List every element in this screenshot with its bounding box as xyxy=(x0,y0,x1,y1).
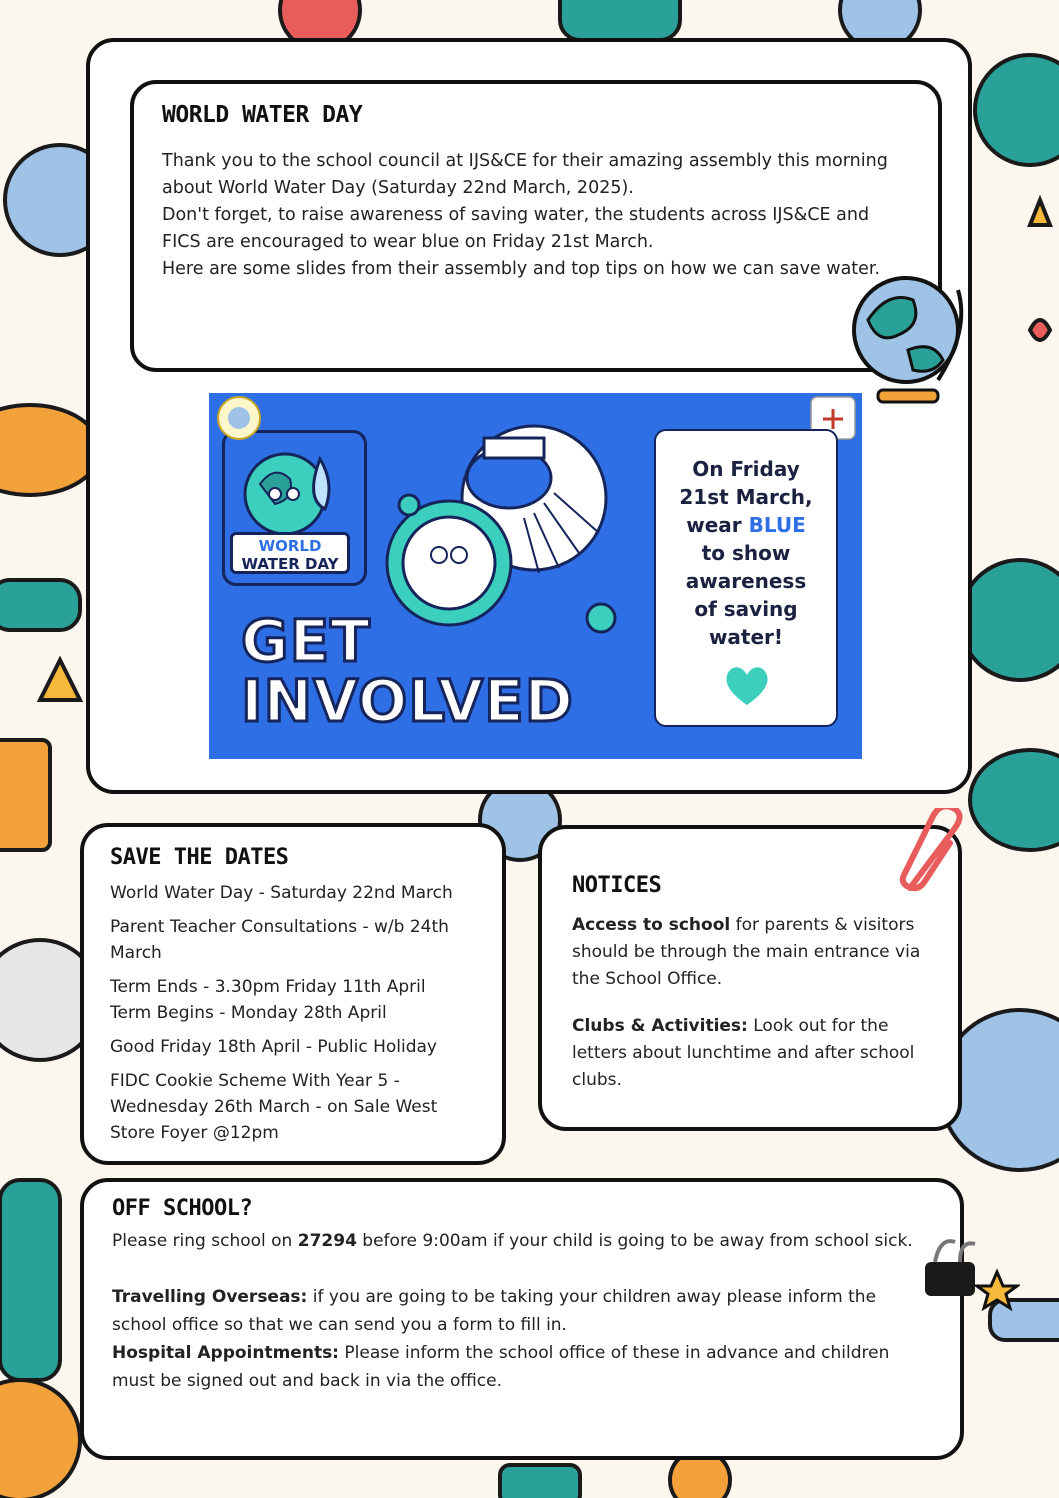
date-item: Term Begins - Monday 28th April xyxy=(110,1003,387,1023)
badge-line-world: WORLD xyxy=(258,537,322,555)
globe-icon xyxy=(848,270,973,415)
clubs-text: Look out for the letters about lunchtime and after school clubs. xyxy=(572,1016,915,1090)
card-line: On Friday xyxy=(692,457,800,481)
world-water-day-box xyxy=(130,80,942,372)
date-item: FIDC Cookie Scheme With Year 5 - Wednesday 26th March - on Sale West Store Foyer @12pm xyxy=(110,1071,438,1143)
access-label: Access to school xyxy=(572,915,731,935)
potion-icon xyxy=(975,55,1059,165)
card-wear-text: wear xyxy=(686,513,749,537)
save-the-dates-title: SAVE THE DATES xyxy=(110,845,289,870)
book-icon xyxy=(560,0,680,40)
binder-clip-icon xyxy=(915,1232,1020,1312)
off-school-panel xyxy=(80,1178,964,1460)
save-the-dates-panel xyxy=(80,823,506,1165)
earth-mascot-icon xyxy=(235,439,350,539)
card-blue-text: BLUE xyxy=(748,513,806,537)
world-water-day-badge-label xyxy=(230,532,350,574)
off-school-title: OFF SCHOOL? xyxy=(112,1196,253,1221)
paperclip-icon xyxy=(895,808,975,898)
mushroom-icon xyxy=(970,750,1059,850)
world-water-day-paragraph: Don't forget, to raise awareness of saving water, the students across IJS&CE and FICS are encouraged to wear blue on Friday 21st March. xyxy=(162,205,870,252)
hospital-label: Hospital Appointments: xyxy=(112,1343,339,1363)
card-line-wear-blue xyxy=(656,511,836,539)
world-water-day-title: WORLD WATER DAY xyxy=(162,102,363,128)
headline-line-get: GET xyxy=(241,607,371,675)
phone-number: 27294 xyxy=(297,1231,357,1251)
heart-icon xyxy=(722,663,772,707)
notices-title: NOTICES xyxy=(572,873,662,898)
hospital-notice xyxy=(112,1339,932,1395)
hospital-text: Please inform the school office of these in advance and children must be signed out and back in via the office. xyxy=(112,1343,890,1391)
access-notice xyxy=(572,912,932,993)
card-line: of saving xyxy=(694,597,798,621)
travel-text: if you are going to be taking your children away please inform the school office so that we can send you a form to fill in. xyxy=(112,1287,877,1335)
date-item: World Water Day - Saturday 22nd March xyxy=(110,883,453,903)
basketball-icon xyxy=(0,1380,80,1498)
clubs-notice xyxy=(572,1013,932,1094)
date-item: Good Friday 18th April - Public Holiday xyxy=(110,1037,437,1057)
rocket-icon xyxy=(0,405,100,495)
card-line: to show xyxy=(701,541,791,565)
star-icon xyxy=(1030,200,1050,225)
pencil-icon xyxy=(0,1180,60,1380)
get-involved-headline xyxy=(241,607,621,735)
card-line: awareness xyxy=(685,569,807,593)
calculator-icon xyxy=(0,740,50,850)
world-water-day-paragraph: Thank you to the school council at IJS&CE for their amazing assembly this morning about World Water Day (Saturday 22nd March, 2025). xyxy=(162,151,888,198)
ruler-icon xyxy=(960,560,1059,680)
get-involved-poster xyxy=(209,393,862,759)
headline-line-involved: INVOLVED xyxy=(241,667,574,735)
marker-icon xyxy=(0,580,80,630)
earth-mascot-badge xyxy=(222,430,367,586)
ring-pre: Please ring school on xyxy=(112,1231,298,1251)
clubs-label: Clubs & Activities: xyxy=(572,1016,748,1036)
badge-line-water-day: WATER DAY xyxy=(241,555,339,573)
date-item: Parent Teacher Consultations - w/b 24th March xyxy=(110,917,449,963)
world-water-day-paragraph: Here are some slides from their assembly and top tips on how we can save water. xyxy=(162,259,881,279)
logo-icon xyxy=(215,395,263,441)
wear-blue-card xyxy=(654,429,838,727)
card-line: 21st March, xyxy=(679,485,813,509)
access-text: for parents & visitors should be through the main entrance via the School Office. xyxy=(572,915,921,989)
heart-icon xyxy=(1030,320,1050,340)
star-icon xyxy=(40,660,80,700)
travel-notice xyxy=(112,1283,932,1339)
card-line: water! xyxy=(708,625,784,649)
date-item: Term Ends - 3.30pm Friday 11th April xyxy=(110,977,426,997)
ring-post: before 9:00am if your child is going to be away from school sick. xyxy=(356,1231,913,1251)
travel-label: Travelling Overseas: xyxy=(112,1287,308,1307)
ring-school-text xyxy=(112,1227,932,1255)
shower-stopwatch-icon xyxy=(374,423,629,638)
book-icon xyxy=(500,1465,580,1498)
